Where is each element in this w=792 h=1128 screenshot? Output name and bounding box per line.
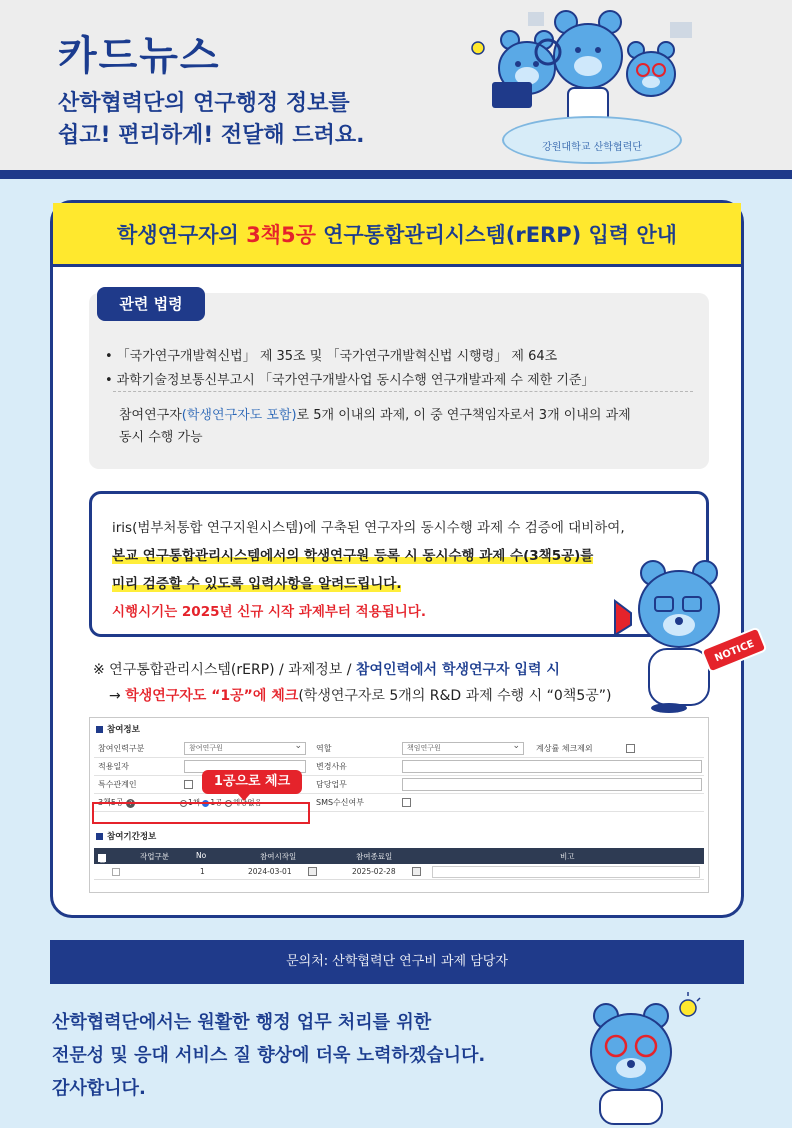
table-row [94,864,704,880]
bear-mascots-illustration [470,8,700,168]
instruction-note-1 [93,659,560,679]
calendar-icon[interactable] [412,867,421,876]
info-line-1: iris(범부처통합 연구지원시스템)에 구축된 연구자의 동시수행 과제 수 검증에 대비하여, [112,520,625,536]
info-line-3-text: 미리 검증할 수 있도록 입력사항을 알려드립니다. [112,576,402,592]
law-item: • 과학기술정보통신부고시 「국가연구개발사업 동시수행 연구개발과제 수 제한 기준」 [105,369,594,388]
help-icon[interactable]: ? [126,799,135,808]
header [0,0,792,170]
participant-type-select[interactable]: 참여연구원 ⌄ [184,742,306,755]
sms-checkbox[interactable] [402,798,411,807]
field-label: 적용일자 [98,762,129,771]
change-reason-input[interactable] [402,760,702,773]
form-row [94,776,704,794]
note2-arrow: → [109,688,126,704]
card-title-bar [53,203,741,267]
note1-part1: ※ 연구통합관리시스템(rERP) / 과제정보 / [93,662,356,678]
field-label: 참여인력구분 [98,744,145,753]
note1-highlight: 참여인력에서 학생연구자 입력 시 [355,662,560,678]
law-box [89,293,709,469]
law-divider [113,391,693,392]
remarks-input[interactable] [432,866,700,878]
col-select: 선택 [98,855,106,875]
law-note-highlight: (학생연구자도 포함) [181,408,297,423]
contact-bar: 문의처: 산학협력단 연구비 과제 담당자 [50,940,744,984]
instruction-note-2 [109,685,611,705]
info-line-2-text: 본교 연구통합관리시스템에서의 학생연구원 등록 시 동시수행 과제 수(3책5공)를 [112,548,594,564]
law-note-part1: 참여연구자 [119,408,182,423]
col-end-date: 참여종료일 [356,852,393,861]
role-select[interactable]: 책임연구원 ⌄ [402,742,524,755]
law-item: • 「국가연구개발혁신법」 제 35조 및 「국가연구개발혁신법 시행령」 제 64조 [105,345,557,364]
row-start-date: 2024-03-01 [248,867,292,876]
field-label: 역할 [316,744,332,753]
subtitle-line-1: 산학협력단의 연구행정 정보를 [58,91,350,116]
field-label-3chaek5gong: 3책5공 [98,798,124,807]
info-line-4: 시행시기는 2025년 신규 시작 과제부터 적용됩니다. [112,604,426,620]
row-checkbox[interactable] [112,868,120,876]
col-start-date: 참여시작일 [260,852,297,861]
rerp-screenshot [89,717,709,893]
closing-line-1: 산학협력단에서는 원활한 행정 업무 처리를 위한 [52,1012,432,1033]
org-platform [502,116,682,164]
duty-input[interactable] [402,778,702,791]
page-title: 카드뉴스 [58,33,221,79]
card-title-part2: 연구통합관리시스템(rERP) 입력 안내 [315,223,677,247]
note2-rest: (학생연구자로 5개의 R&D 과제 수행 시 “0책5공”) [298,688,612,704]
notice-bear-icon [613,553,753,713]
closing-message [52,1006,485,1105]
org-label: 강원대학교 산학협력단 [542,142,642,153]
info-line-3 [112,572,401,592]
radio-label: 해당없음 [232,798,262,807]
card-title-part1: 학생연구자의 [117,223,247,247]
subtitle-line-2: 쉽고! 편리하게! 전달해 드려요. [58,123,365,148]
exclude-rate-checkbox[interactable] [626,744,635,753]
special-relation-checkbox[interactable] [184,780,193,789]
col-work-type: 작업구분 [140,852,169,861]
info-line-2 [112,544,593,564]
note2-highlight: 학생연구자도 “1공”에 체크 [125,688,299,704]
field-label: 계상률 체크제외 [536,744,593,753]
radio-label: 1책 [188,798,201,807]
section-participation-info: 참여정보 [96,723,140,735]
form-row [94,740,704,758]
closing-line-3: 감사합니다. [52,1078,146,1099]
closing-line-2: 전문성 및 응대 서비스 질 향상에 더욱 노력하겠습니다. [52,1045,486,1066]
law-note-part2: 로 5개 이내의 과제, 이 중 연구책임자로서 3개 이내의 과제 [296,408,631,423]
notice-badge: NOTICE [700,626,767,673]
highlight-box [92,802,310,824]
form-row [94,758,704,776]
row-no: 1 [200,867,205,876]
law-note [119,405,679,449]
card-title [53,219,741,249]
bow-bear-illustration [560,990,710,1124]
notice-bear-illustration [613,553,756,713]
law-tag: 관련 법령 [97,287,205,321]
card-title-highlight: 3책5공 [246,223,316,247]
field-label: 변경사유 [316,762,347,771]
main-card [50,200,756,918]
section-period-info: 참여기간정보 [96,830,156,842]
calendar-icon[interactable] [308,867,317,876]
radio-label: 1공 [210,798,223,807]
row-end-date: 2025-02-28 [352,867,396,876]
law-note-line2: 동시 수행 가능 [119,430,203,445]
field-label: 특수관계인 [98,780,137,789]
col-remarks: 비고 [560,852,575,861]
bear-mascots-icon [470,8,700,128]
page-subtitle [58,88,364,152]
field-label: SMS수신여부 [316,798,364,807]
callout-badge: 1공으로 체크 [202,770,302,794]
col-no: No [196,851,207,860]
header-stripe [0,170,792,179]
bow-bear-icon [560,990,710,1124]
field-label: 담당업무 [316,780,347,789]
